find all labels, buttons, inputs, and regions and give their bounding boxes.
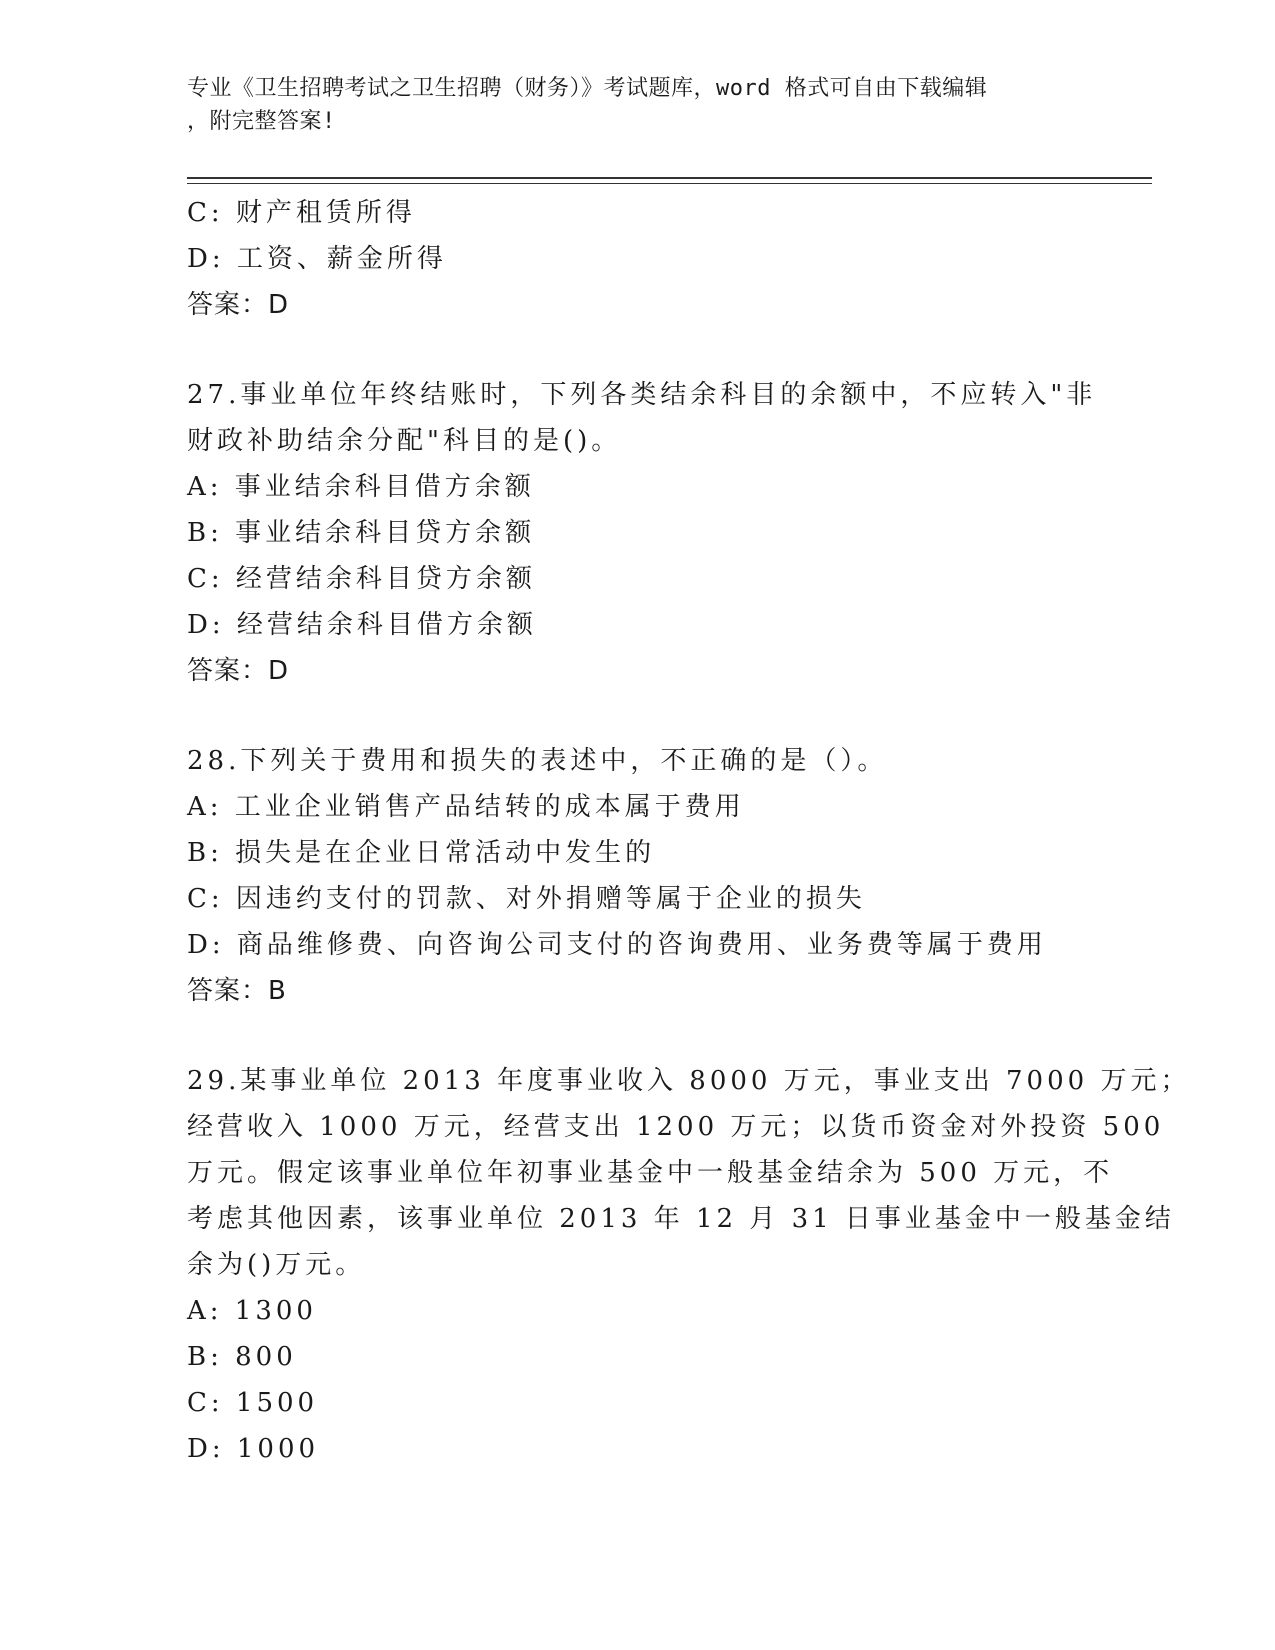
header-divider [187,177,1152,184]
question-stem-line: 财政补助结余分配"科目的是()。 [187,426,622,456]
option-d: D: 工资、薪金所得 [187,244,447,274]
answer: 答案：D [187,290,290,320]
question-stem-line: 余为()万元。 [187,1250,366,1280]
question-stem-line: 27.事业单位年终结账时，下列各类结余科目的余额中，不应转入"非 [187,380,1097,410]
question-26-tail [187,190,1087,328]
question-list [187,190,1191,1472]
question-29 [187,1058,1191,1472]
option-c: C: 经营结余科目贷方余额 [187,564,536,594]
answer: 答案：D [187,656,290,686]
option-a: A: 1300 [187,1296,317,1326]
option-d: D: 1000 [187,1434,320,1464]
option-b: B: 损失是在企业日常活动中发生的 [187,838,656,868]
header-line-1: 专业《卫生招聘考试之卫生招聘（财务）》考试题库，word 格式可自由下载编辑 [187,76,988,101]
option-c: C: 因违约支付的罚款、对外捐赠等属于企业的损失 [187,884,866,914]
document-header [187,72,1087,138]
option-d: D: 经营结余科目借方余额 [187,610,537,640]
option-a: A: 工业企业销售产品结转的成本属于费用 [187,792,745,822]
header-line-2: ，附完整答案! [187,109,336,134]
answer: 答案：B [187,976,287,1006]
question-stem-line: 经营收入 1000 万元，经营支出 1200 万元；以货币资金对外投资 500 [187,1112,1165,1142]
option-b: B: 事业结余科目贷方余额 [187,518,536,548]
question-stem-line: 28.下列关于费用和损失的表述中，不正确的是（）。 [187,746,888,776]
question-28 [187,738,1087,1014]
question-stem-line: 29.某事业单位 2013 年度事业收入 8000 万元，事业支出 7000 万元； [187,1066,1191,1096]
option-d: D: 商品维修费、向咨询公司支付的咨询费用、业务费等属于费用 [187,930,1047,960]
option-b: B: 800 [187,1342,297,1372]
question-27 [187,372,1097,694]
question-stem-line: 万元。假定该事业单位年初事业基金中一般基金结余为 500 万元，不 [187,1158,1114,1188]
option-c: C: 1500 [187,1388,319,1418]
option-a: A: 事业结余科目借方余额 [187,472,535,502]
option-c: C: 财产租赁所得 [187,198,416,228]
question-stem-line: 考虑其他因素，该事业单位 2013 年 12 月 31 日事业基金中一般基金结 [187,1204,1175,1234]
